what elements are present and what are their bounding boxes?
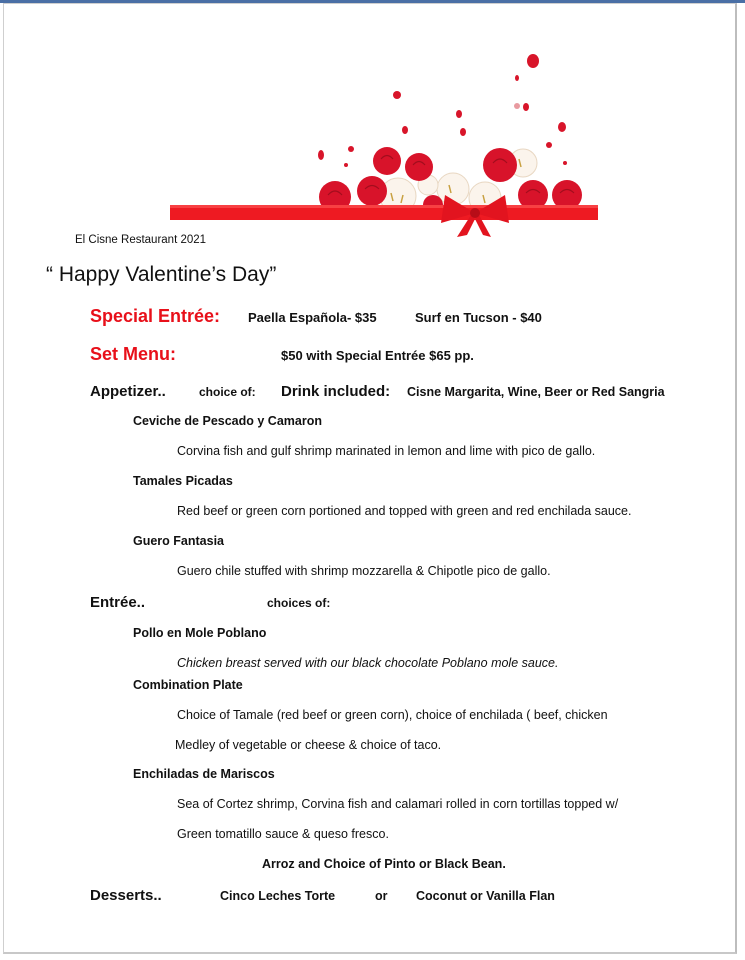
drinks-list: Cisne Margarita, Wine, Beer or Red Sangria — [407, 385, 665, 399]
page-title: “ Happy Valentine’s Day” — [46, 263, 277, 286]
dessert-item-torte: Cinco Leches Torte — [220, 889, 336, 903]
desserts-heading: Desserts.. — [90, 887, 162, 904]
appetizer-choice-label: choice of: — [199, 385, 256, 399]
dessert-or: or — [375, 889, 388, 903]
entree-item-desc: Choice of Tamale (red beef or green corn), choice of enchilada ( beef, chicken — [177, 708, 608, 722]
entree-item-desc: Green tomatillo sauce & queso fresco. — [177, 827, 389, 841]
appetizer-item-desc: Red beef or green corn portioned and topped with green and red enchilada sauce. — [177, 504, 632, 518]
special-item-surf: Surf en Tucson - $40 — [415, 310, 542, 325]
appetizer-heading: Appetizer.. — [90, 383, 166, 400]
entree-choice-label: choices of: — [267, 596, 331, 610]
entree-item-name: Pollo en Mole Poblano — [133, 626, 267, 640]
set-menu-label: Set Menu: — [90, 344, 177, 364]
entree-heading: Entrée.. — [90, 594, 146, 611]
set-menu-price: $50 with Special Entrée $65 pp. — [281, 348, 474, 363]
entree-item-desc: Medley of vegetable or cheese & choice of taco. — [175, 738, 442, 752]
appetizer-item-name: Guero Fantasia — [133, 534, 224, 548]
special-entree-label: Special Entrée: — [90, 306, 221, 326]
appetizer-item-desc: Corvina fish and gulf shrimp marinated in lemon and lime with pico de gallo. — [177, 444, 596, 458]
entree-item-name: Enchiladas de Mariscos — [133, 767, 275, 781]
special-item-paella: Paella Española- $35 — [248, 310, 377, 325]
entree-item-name: Combination Plate — [133, 678, 243, 692]
appetizer-item-name: Tamales Picadas — [133, 474, 233, 488]
appetizer-item-desc: Guero chile stuffed with shrimp mozzarella & Chipotle pico de gallo. — [177, 564, 551, 578]
appetizer-item-name: Ceviche de Pescado y Camaron — [133, 414, 322, 428]
entree-sides: Arroz and Choice of Pinto or Black Bean. — [262, 857, 506, 871]
drink-included-label: Drink included: — [281, 383, 391, 400]
entree-item-desc: Sea of Cortez shrimp, Corvina fish and calamari rolled in corn tortillas topped w/ — [177, 797, 619, 811]
entree-item-desc: Chicken breast served with our black chocolate Poblano mole sauce. — [177, 656, 559, 670]
roses-ribbon-banner-icon — [165, 45, 605, 240]
restaurant-name: El Cisne Restaurant 2021 — [75, 234, 207, 246]
dessert-item-flan: Coconut or Vanilla Flan — [416, 889, 555, 903]
